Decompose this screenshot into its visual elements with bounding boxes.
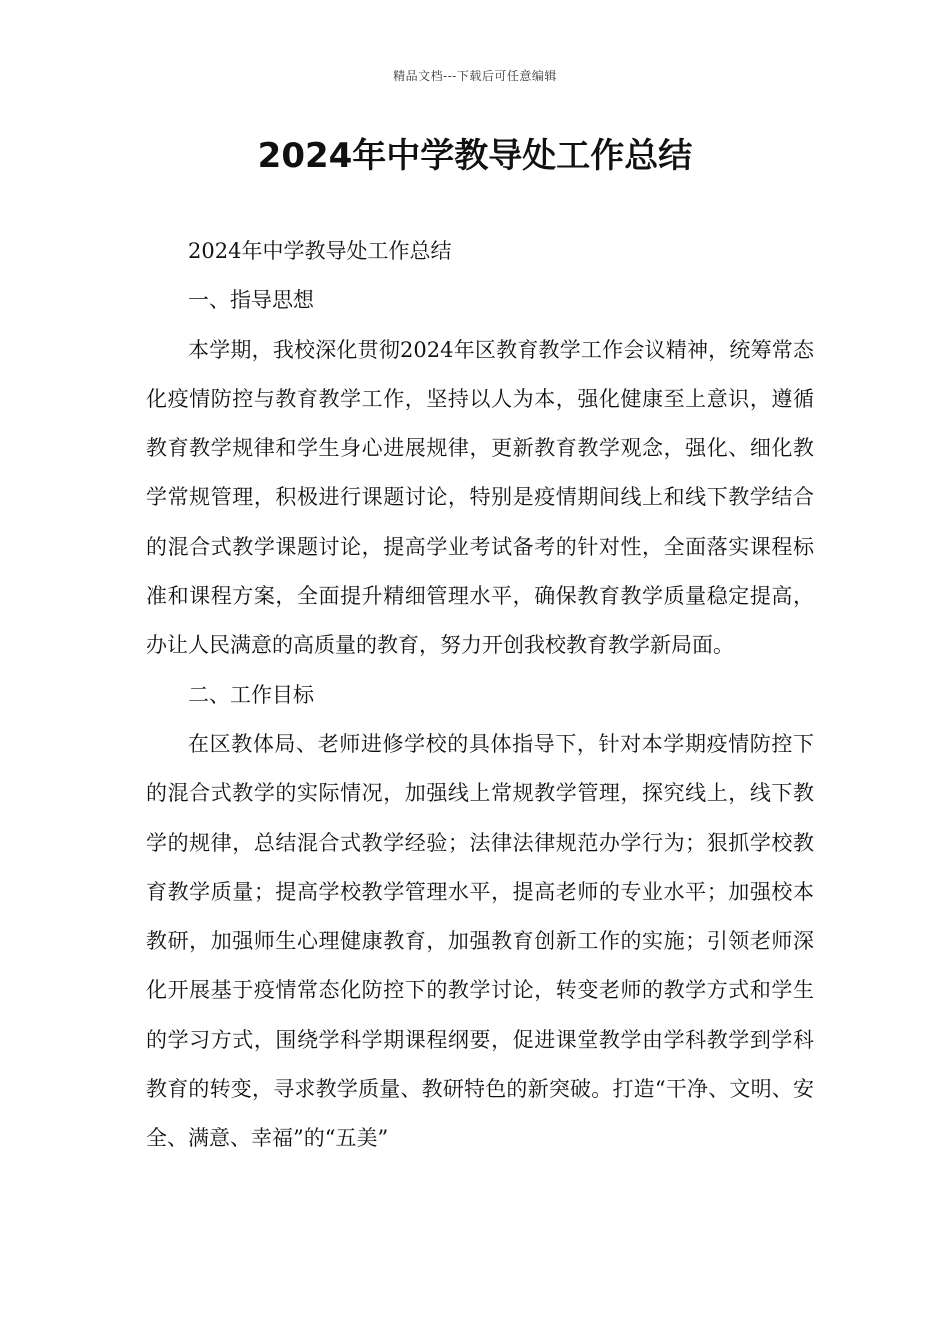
page-header-note: 精品文档---下载后可任意编辑 <box>393 69 557 83</box>
paragraph-guiding-ideology: 本学期，我校深化贯彻2024年区教育教学工作会议精神，统筹常态化疫情防控与教育教学工作，坚持以人为本，强化健康至上意识，遵循教育教学规律和学生身心进展规律，更新教育教学观念，强化、细化教学常规管理，积极进行课题讨论，特别是疫情期间线上和线下教学结合的混合式教学课题讨论，提高学业考试备考的针对性，全面落实课程标准和课程方案，全面提升精细管理水平，确保教育教学质量稳定提高，办让人民满意的高质量的教育，努力开创我校教育教学新局面。 <box>146 337 814 658</box>
section-heading-work-goals: 二、工作目标 <box>188 682 314 707</box>
document-body <box>146 227 814 1164</box>
paragraph-subtitle: 2024年中学教导处工作总结 <box>188 239 452 263</box>
document-title: 2024年中学教导处工作总结 <box>257 136 693 176</box>
paragraph-work-goals: 在区教体局、老师进修学校的具体指导下，针对本学期疫情防控下的混合式教学的实际情况，加强线上常规教学管理，探究线上，线下教学的规律，总结混合式教学经验；法律法律规范办学行为；狠抓学校教育教学质量；提高学校教学管理水平，提高老师的专业水平；加强校本教研，加强师生心理健康教育，加强教育创新工作的实施；引领老师深化开展基于疫情常态化防控下的教学讨论，转变老师的教学方式和学生的学习方式，围绕学科学期课程纲要，促进课堂教学由学科教学到学科教育的转变，寻求教学质量、教研特色的新突破。打造“干净、文明、安全、满意、幸福”的“五美” <box>146 731 814 1151</box>
section-heading-guiding-ideology: 一、指导思想 <box>188 288 314 313</box>
